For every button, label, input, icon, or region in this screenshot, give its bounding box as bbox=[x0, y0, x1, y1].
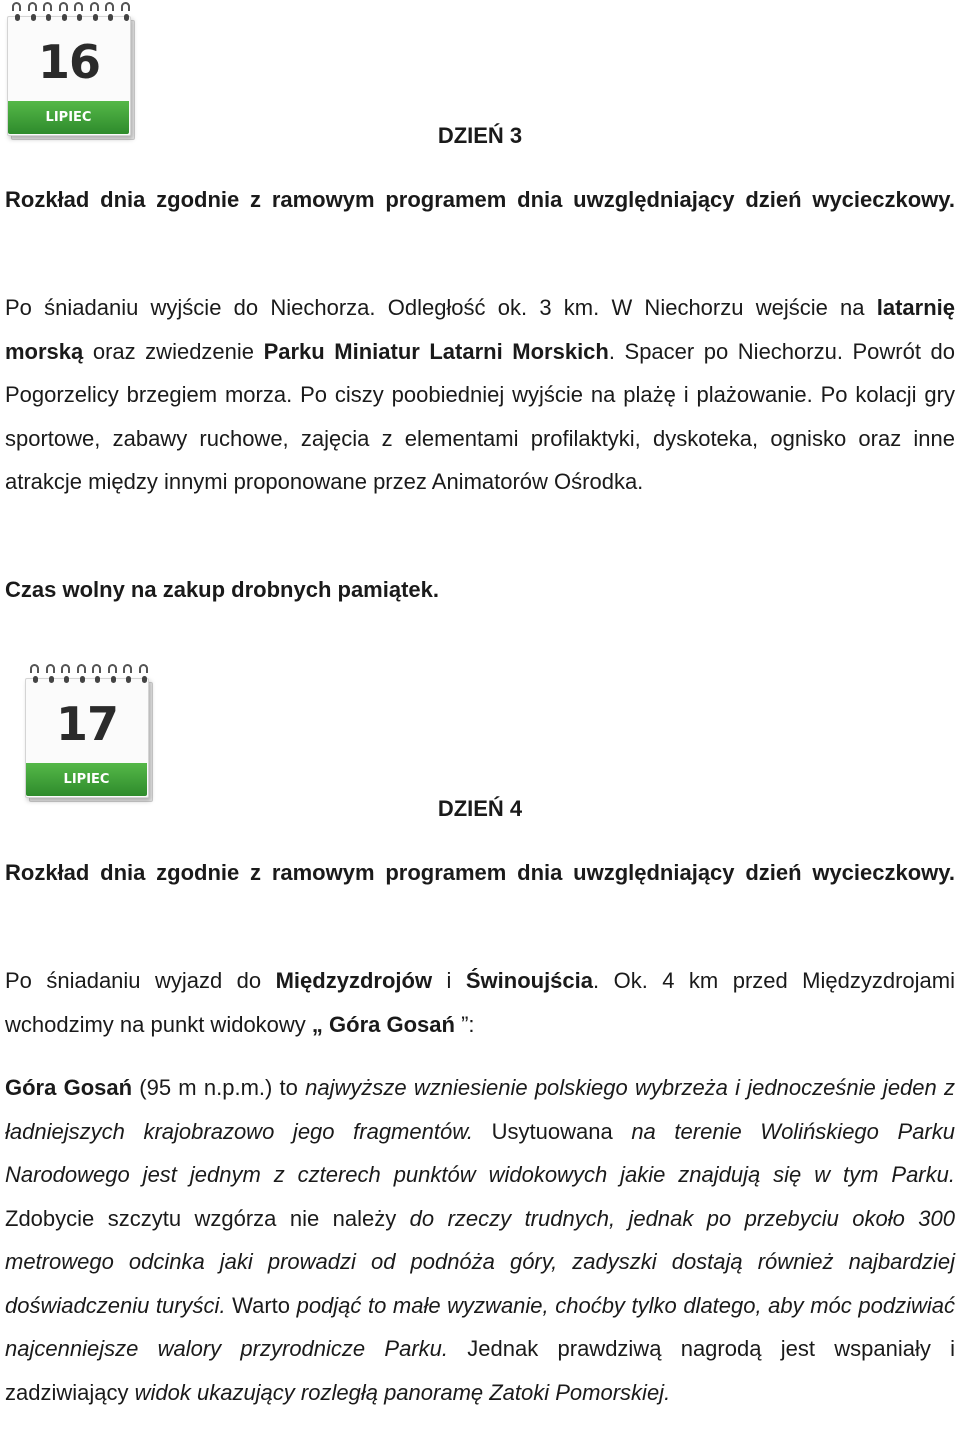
text-span: i bbox=[432, 968, 466, 993]
calendar-day-number: 16 bbox=[37, 35, 100, 89]
text-span: Warto bbox=[225, 1292, 297, 1318]
text-span: ”: bbox=[454, 1011, 475, 1037]
highlight-gora-gosan: „ Góra Gosań bbox=[311, 1011, 455, 1037]
text-span: Usytuowana bbox=[473, 1118, 632, 1144]
day4-gora-gosan-description bbox=[5, 1066, 955, 1414]
day3-description bbox=[5, 286, 955, 504]
day3-heading: DZIEŃ 3 bbox=[437, 123, 523, 148]
calendar-month-label: LIPIEC bbox=[45, 110, 92, 125]
calendar-icon-day4 bbox=[22, 664, 152, 799]
day3-intro: Rozkład dnia zgodnie z ramowym programem dnia uwzględniający dzień wycieczkowy. bbox=[5, 187, 955, 212]
calendar-month-label: LIPIEC bbox=[63, 772, 110, 787]
highlight-swinoujscie: Świnoujścia bbox=[465, 968, 594, 993]
day4-description bbox=[5, 959, 955, 1046]
italic-span: najwyższe wzniesienie polskiego wybrzeża i jednocześnie jeden z ładniejszych krajobrazowo jego fragmentów. bbox=[5, 1075, 955, 1144]
highlight-lighthouse: latarnię morską bbox=[5, 295, 955, 364]
text-span: . Spacer po Niechorzu. Powrót do Pogorzelicy brzegiem morza. Po ciszy poobiedniej wyjście na plażę i plażowanie. Po kolacji gry sportowe, zabawy ruchowe, zajęcia z elementami profilaktyki, dyskoteka, ognisko oraz inne atrakcje między innymi proponowane przez Animatorów Ośrodka. bbox=[5, 338, 955, 494]
italic-span: podjąć to małe wyzwanie, choćby tylko dlatego, aby móc podziwiać najcenniejsze walory przyrodnicze Parku. bbox=[5, 1292, 955, 1361]
italic-span: na terenie Wolińskiego Parku Narodowego jest jednym z czterech punktów widokowych jakie znajdują się w tym Parku. bbox=[5, 1118, 955, 1187]
text-span: oraz zwiedzenie bbox=[83, 338, 264, 364]
calendar-day-number: 17 bbox=[55, 697, 118, 751]
highlight-miedzyzdroje: Międzyzdrojów bbox=[275, 968, 433, 993]
day3-free-time: Czas wolny na zakup drobnych pamiątek. bbox=[5, 577, 439, 602]
highlight-gora-gosan-title: Góra Gosań bbox=[5, 1075, 133, 1100]
italic-span: do rzeczy trudnych, jednak po przebyciu około 300 metrowego odcinka jaki prowadzi od podnóża góry, zadyszki dostają również najbardziej doświadczeniu turyści. bbox=[5, 1205, 955, 1318]
highlight-miniature-park: Parku Miniatur Latarni Morskich bbox=[263, 338, 609, 364]
text-span: Jednak prawdziwą nagrodą jest wspaniały i zadziwiający bbox=[5, 1336, 955, 1405]
text-span: Zdobycie szczytu wzgórza nie należy bbox=[5, 1205, 410, 1231]
text-span: Po śniadaniu wyjazd do bbox=[5, 968, 276, 993]
day4-intro: Rozkład dnia zgodnie z ramowym programem dnia uwzględniający dzień wycieczkowy. bbox=[5, 860, 955, 885]
day4-heading: DZIEŃ 4 bbox=[437, 796, 523, 821]
italic-span: widok ukazujący rozległą panoramę Zatoki Pomorskiej. bbox=[134, 1379, 671, 1405]
calendar-rings bbox=[30, 664, 148, 694]
calendar-rings bbox=[12, 2, 130, 32]
text-span: (95 m n.p.m.) to bbox=[132, 1075, 306, 1100]
text-span: Po śniadaniu wyjście do Niechorza. Odległość ok. 3 km. W Niechorzu wejście na bbox=[5, 295, 877, 320]
text-span: . Ok. 4 km przed Międzyzdrojami wchodzimy na punkt widokowy bbox=[5, 968, 956, 1037]
